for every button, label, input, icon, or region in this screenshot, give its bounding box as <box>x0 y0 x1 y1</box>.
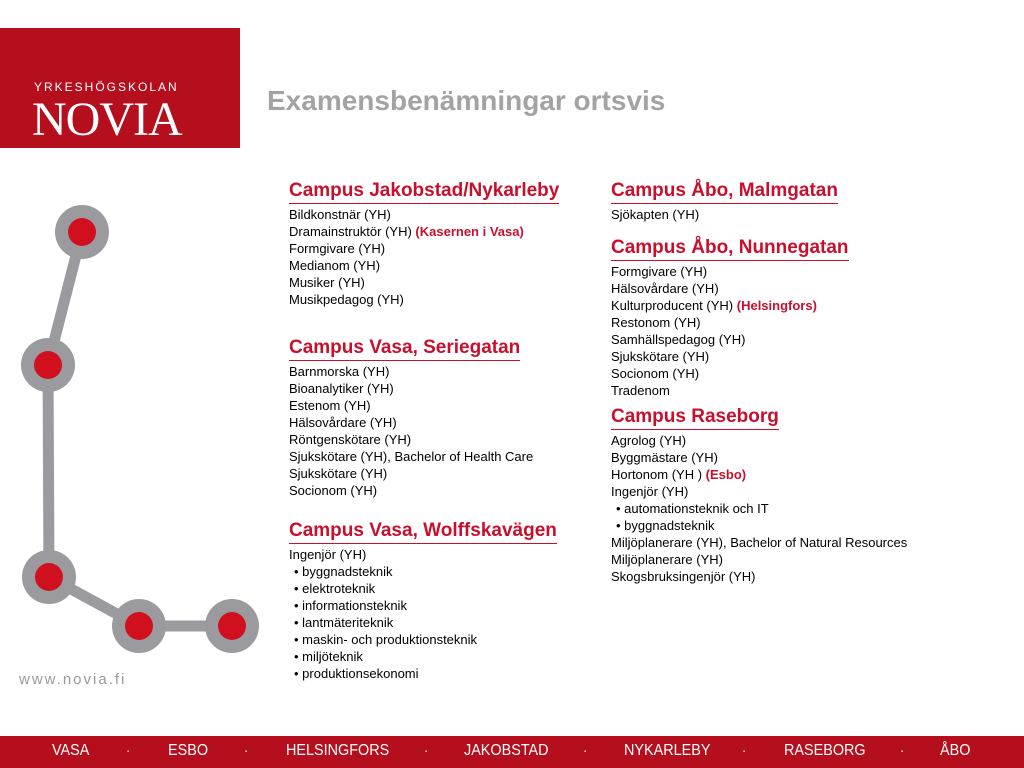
footer-separator: · <box>424 742 429 758</box>
footer-city-bar <box>0 736 1024 768</box>
degree-item: Skogsbruksingenjör (YH) <box>611 569 756 584</box>
degree-item: Socionom (YH) <box>289 483 378 498</box>
connector-lines <box>48 232 232 626</box>
campus-heading: Campus Vasa, Wolffskavägen <box>289 519 557 544</box>
degree-item: Röntgenskötare (YH) <box>289 432 412 447</box>
degree-item: Sjukskötare (YH) <box>289 466 388 481</box>
location-note: (Esbo) <box>705 467 747 482</box>
degree-item: Dramainstruktör (YH) (Kasernen i Vasa) <box>289 224 524 239</box>
degree-item: Miljöplanerare (YH) <box>611 552 723 567</box>
campus-abo-malmgatan <box>611 179 838 223</box>
footer-city: ÅBO <box>940 742 971 759</box>
connector-node-1 <box>55 205 109 259</box>
degree-item: Hälsovårdare (YH) <box>611 281 719 296</box>
specialization-item: • miljöteknik <box>289 648 557 665</box>
degree-item: Kulturproducent (YH) (Helsingfors) <box>611 298 817 313</box>
connector-node-2 <box>21 338 75 392</box>
footer-separator: · <box>583 742 588 758</box>
location-note: (Helsingfors) <box>736 298 817 313</box>
campus-heading: Campus Raseborg <box>611 405 779 430</box>
degree-item: Bioanalytiker (YH) <box>289 381 394 396</box>
degree-item: Barnmorska (YH) <box>289 364 390 379</box>
campus-jakobstad <box>289 179 559 308</box>
degree-item: Hortonom (YH ) (Esbo) <box>611 467 747 482</box>
campus-heading: Campus Åbo, Malmgatan <box>611 179 838 204</box>
degree-item: Formgivare (YH) <box>289 241 386 256</box>
specialization-item: • maskin- och produktionsteknik <box>289 631 557 648</box>
degree-item: Sjukskötare (YH) <box>611 349 710 364</box>
connector-node-3 <box>22 550 76 604</box>
footer-city: VASA <box>52 742 90 759</box>
degree-item: Medianom (YH) <box>289 258 381 273</box>
footer-separator: · <box>742 742 747 758</box>
campus-vasa-wolffskavagen <box>289 519 557 682</box>
campus-heading: Campus Jakobstad/Nykarleby <box>289 179 559 204</box>
degree-item: Hälsovårdare (YH) <box>289 415 397 430</box>
specialization-item: • lantmäteriteknik <box>289 614 557 631</box>
page-title: Examensbenämningar ortsvis <box>267 85 666 116</box>
degree-item: Socionom (YH) <box>611 366 700 381</box>
footer-city: NYKARLEBY <box>624 742 711 759</box>
degree-item: Formgivare (YH) <box>611 264 708 279</box>
campus-heading: Campus Åbo, Nunnegatan <box>611 236 849 261</box>
footer-city: HELSINGFORS <box>286 742 390 759</box>
logo-wordmark: NOVIA <box>32 93 182 146</box>
footer-separator: · <box>244 742 249 758</box>
footer-city: ESBO <box>168 742 209 759</box>
campus-raseborg <box>611 405 907 585</box>
campus-heading: Campus Vasa, Seriegatan <box>289 336 520 361</box>
degree-item: Musikpedagog (YH) <box>289 292 404 307</box>
campus-vasa-seriegatan <box>289 336 533 499</box>
campus-abo-nunnegatan <box>611 236 849 399</box>
specialization-item: • produktionsekonomi <box>289 665 557 682</box>
connector-graphic <box>0 180 270 670</box>
specialization-item: • byggnadsteknik <box>611 517 907 534</box>
degree-item: Musiker (YH) <box>289 275 365 290</box>
degree-item: Byggmästare (YH) <box>611 450 718 465</box>
degree-item: Ingenjör (YH) <box>289 547 367 562</box>
connector-node-5 <box>205 599 259 653</box>
degree-item: Miljöplanerare (YH), Bachelor of Natural Resources <box>611 535 908 550</box>
location-note: (Kasernen i Vasa) <box>415 224 524 239</box>
connector-node-4 <box>112 599 166 653</box>
degree-item: Bildkonstnär (YH) <box>289 207 391 222</box>
specialization-item: • elektroteknik <box>289 580 557 597</box>
degree-item: Sjökapten (YH) <box>611 207 700 222</box>
degree-item: Tradenom <box>611 383 670 398</box>
footer-separator: · <box>900 742 905 758</box>
novia-logo <box>0 28 240 148</box>
degree-item: Restonom (YH) <box>611 315 701 330</box>
degree-item: Estenom (YH) <box>289 398 371 413</box>
specialization-item: • automationsteknik och IT <box>611 500 907 517</box>
logo-subtitle: YRKESHÖGSKOLAN <box>34 80 179 94</box>
footer-city: JAKOBSTAD <box>464 742 549 759</box>
specialization-item: • informationsteknik <box>289 597 557 614</box>
degree-item: Samhällspedagog (YH) <box>611 332 746 347</box>
specialization-item: • byggnadsteknik <box>289 563 557 580</box>
degree-item: Ingenjör (YH) <box>611 484 689 499</box>
degree-item: Sjukskötare (YH), Bachelor of Health Care <box>289 449 534 464</box>
footer-separator: · <box>126 742 131 758</box>
website-url: www.novia.fi <box>19 671 127 688</box>
footer-city: RASEBORG <box>784 742 866 759</box>
degree-item: Agrolog (YH) <box>611 433 687 448</box>
